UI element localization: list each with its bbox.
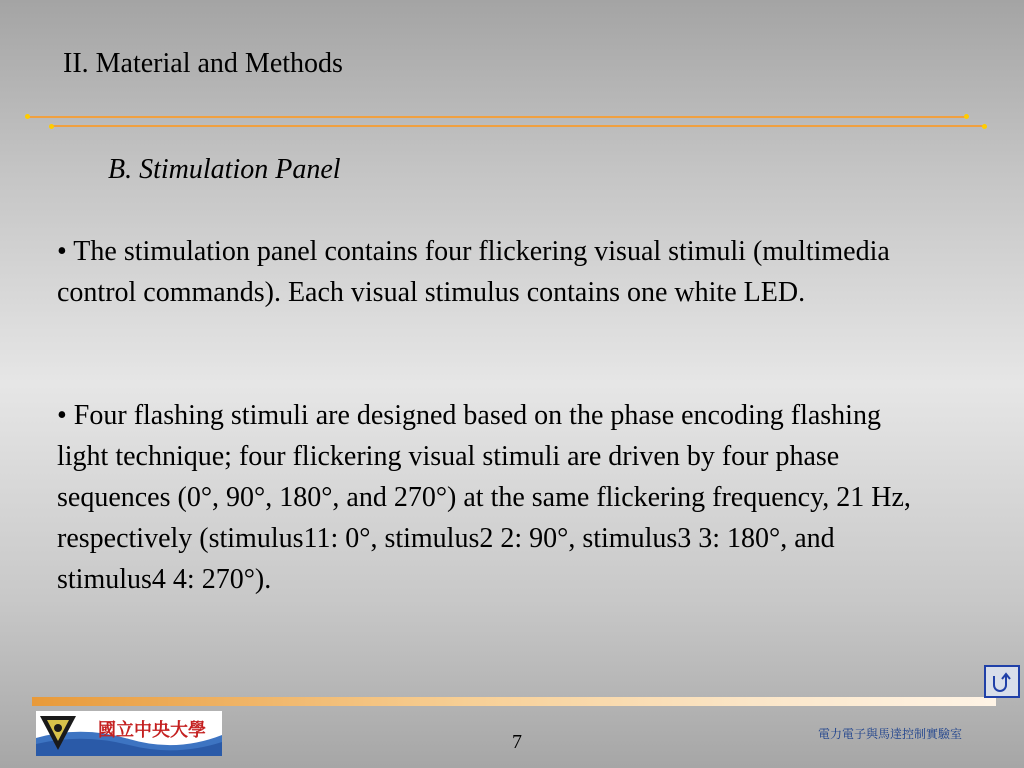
- divider-dot: [982, 124, 987, 129]
- divider-dot: [25, 114, 30, 119]
- page-number: 7: [512, 731, 522, 753]
- divider-dot: [49, 124, 54, 129]
- return-button[interactable]: [984, 665, 1020, 698]
- return-arrow-icon: [988, 670, 1016, 694]
- bullet-paragraph: • Four flashing stimuli are designed based on the phase encoding flashing light technique; four flickering visual stimuli are driven by four phase sequences (0°, 90°, 180°, and 270°) at the same flickering frequency, 21 Hz, respectively (stimulus11: 0°, stimulus2 2: 90°, stimulus3 3: 180°, and stimulus4 4: 270°).: [57, 400, 911, 595]
- slide-subtitle: B. Stimulation Panel: [108, 154, 341, 185]
- university-logo-text: 國立中央大學: [98, 720, 206, 741]
- divider-line-bottom: [52, 125, 986, 127]
- footer-bar: [32, 697, 996, 706]
- divider-line-top: [28, 116, 968, 118]
- lab-name: 電力電子與馬達控制實驗室: [818, 727, 963, 741]
- university-logo: [36, 711, 222, 756]
- section-title: II. Material and Methods: [63, 48, 343, 79]
- divider-dot: [964, 114, 969, 119]
- bullet-paragraph: • The stimulation panel contains four flickering visual stimuli (multimedia control commands). Each visual stimulus contains one white LED.: [57, 236, 890, 308]
